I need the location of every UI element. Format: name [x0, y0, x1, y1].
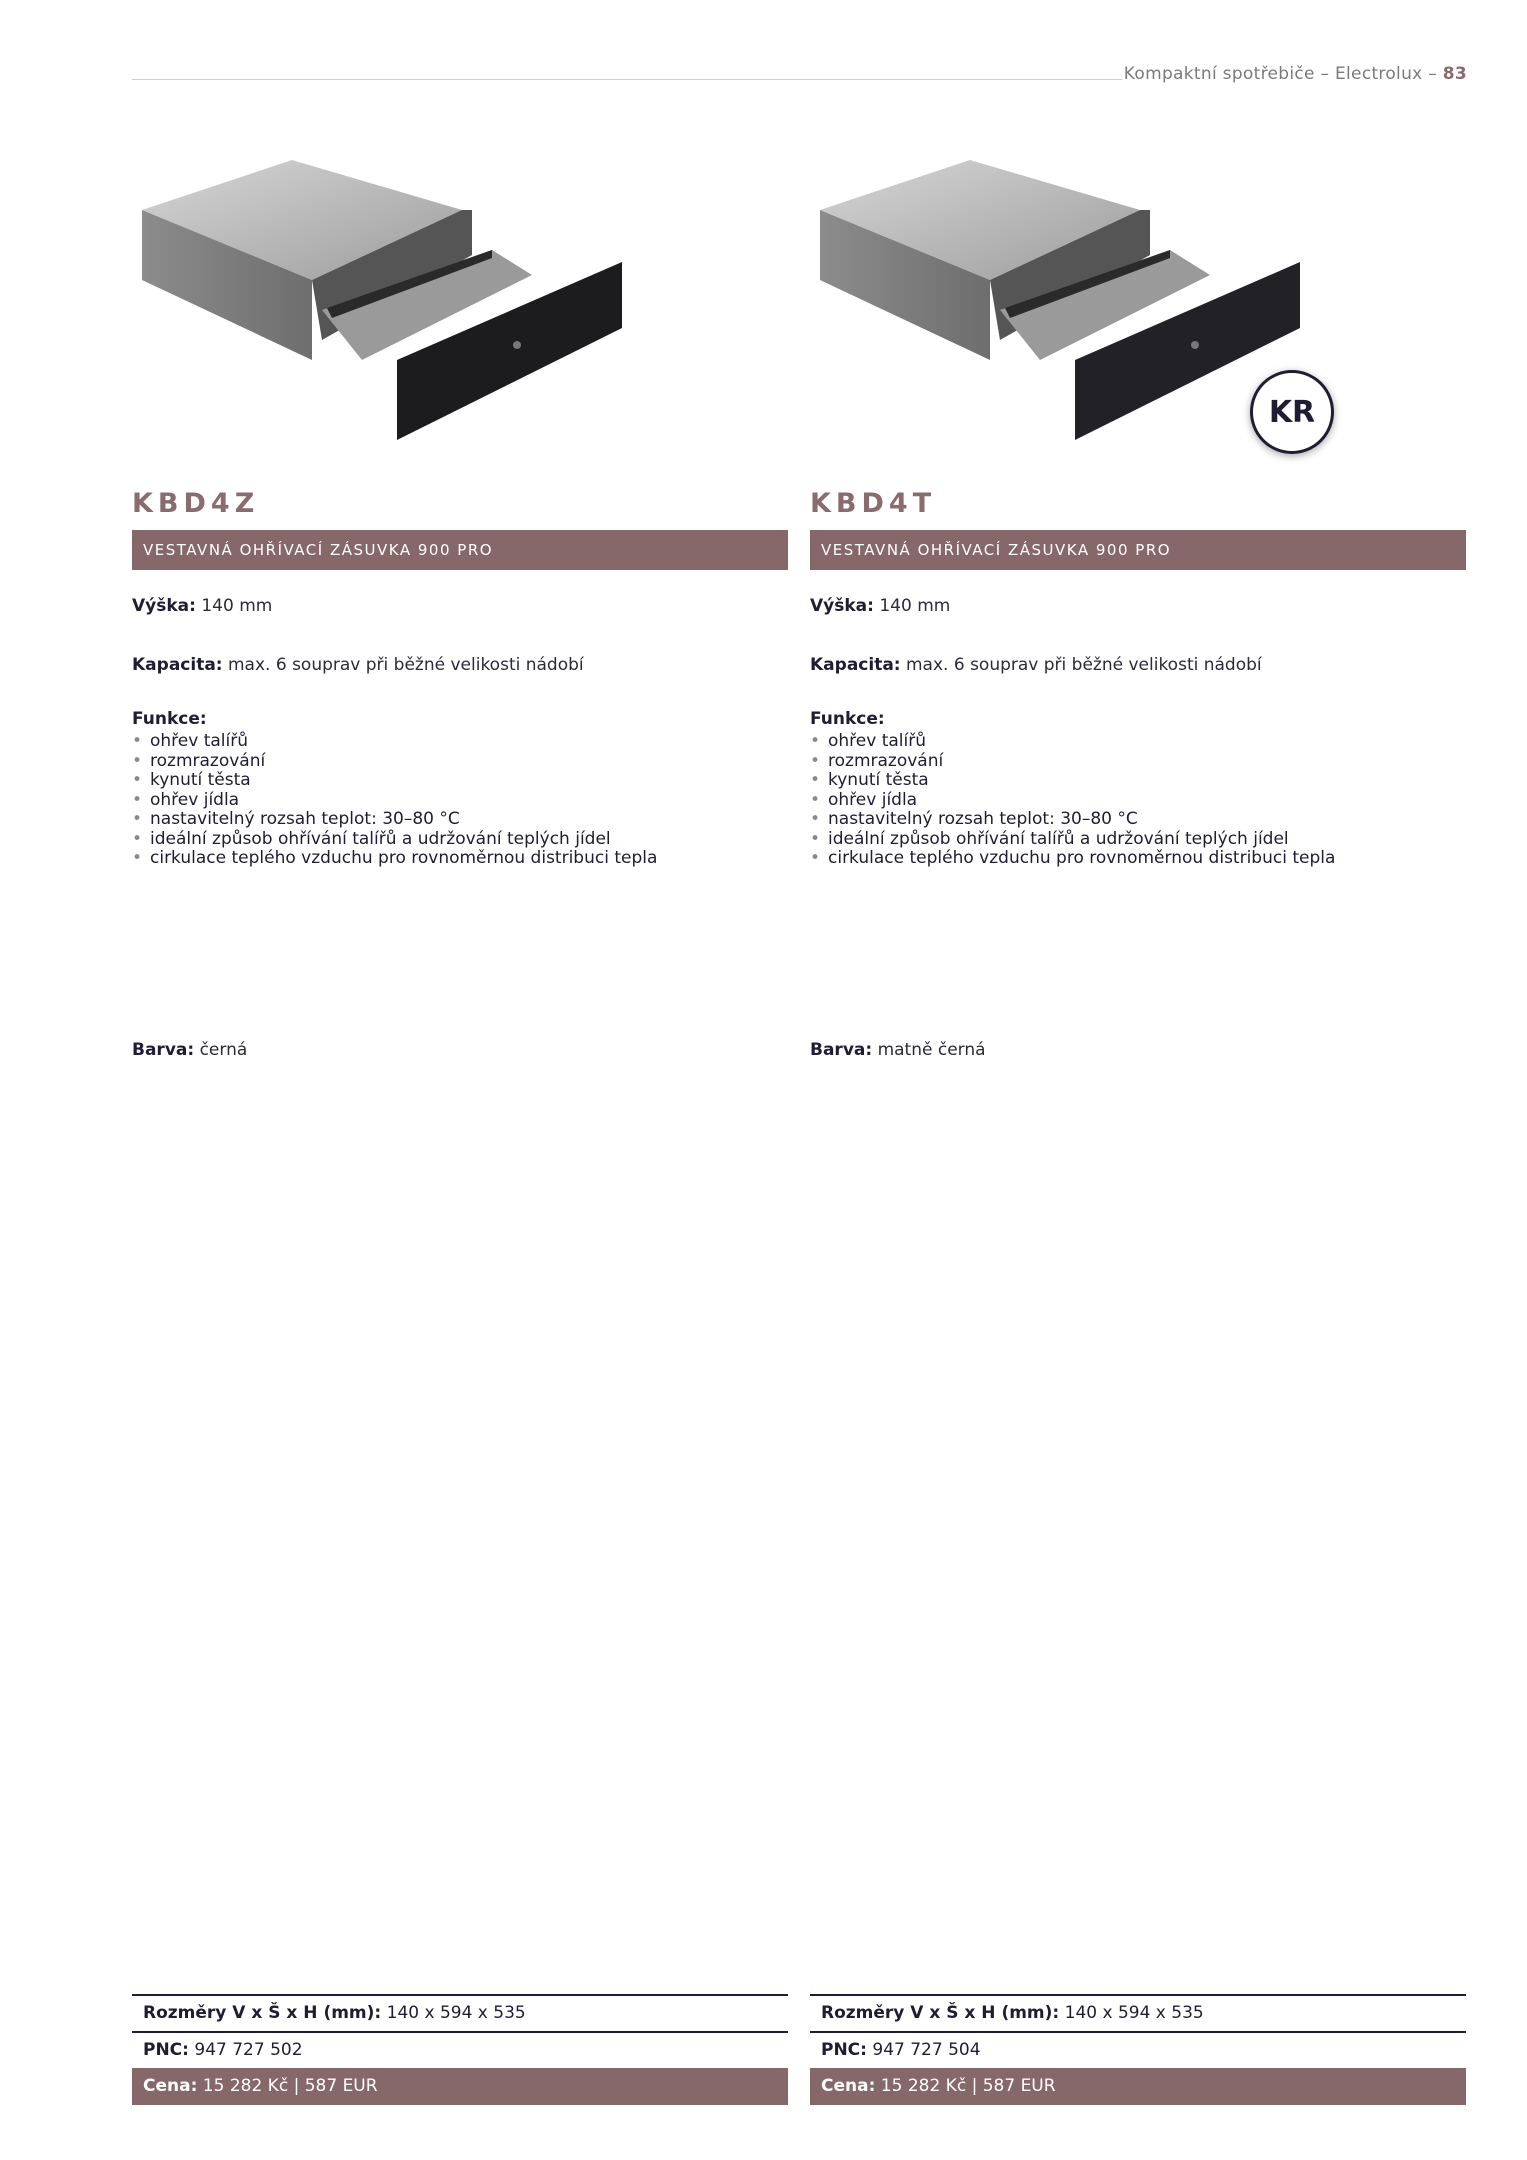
functions-list	[810, 732, 1335, 869]
price-row	[132, 2068, 788, 2105]
dimensions-value: 140 x 594 x 535	[386, 2003, 526, 2023]
product-category-bar: VESTAVNÁ OHŘÍVACÍ ZÁSUVKA 900 PRO	[132, 530, 788, 570]
price-label: Cena:	[143, 2076, 198, 2096]
list-item: • ohřev jídla	[132, 791, 657, 811]
functions-label: Funkce:	[132, 709, 207, 729]
pnc-row	[810, 2031, 1466, 2068]
height-value: 140 mm	[879, 596, 951, 616]
page-header	[1124, 64, 1467, 84]
product-image	[132, 150, 652, 460]
color-value: matně černá	[877, 1040, 986, 1060]
list-item: • ohřev talířů	[810, 732, 1335, 752]
list-item: • cirkulace teplého vzduchu pro rovnoměrnou distribuci tepla	[810, 849, 1335, 869]
dimensions-label: Rozměry V x Š x H (mm):	[821, 2003, 1060, 2023]
price-value: 15 282 Kč | 587 EUR	[880, 2076, 1056, 2096]
color-value: černá	[199, 1040, 248, 1060]
price-value: 15 282 Kč | 587 EUR	[202, 2076, 378, 2096]
product-model: KBD4T	[810, 488, 937, 519]
price-label: Cena:	[821, 2076, 876, 2096]
pnc-label: PNC:	[821, 2040, 867, 2060]
capacity-value: max. 6 souprav při běžné velikosti nádobí	[228, 655, 584, 675]
list-item: • ohřev talířů	[132, 732, 657, 752]
height-label: Výška:	[132, 596, 196, 616]
height-spec	[810, 596, 950, 616]
header-title: Kompaktní spotřebiče – Electrolux –	[1123, 64, 1438, 84]
dimensions-label: Rozměry V x Š x H (mm):	[143, 2003, 382, 2023]
kr-badge: KR	[1250, 370, 1334, 454]
pnc-row	[132, 2031, 788, 2068]
product-card-kbd4z	[132, 150, 788, 2110]
dimensions-row	[810, 1994, 1466, 2031]
color-label: Barva:	[810, 1040, 873, 1060]
header-divider	[132, 79, 1122, 80]
capacity-spec	[810, 655, 1262, 675]
capacity-label: Kapacita:	[810, 655, 901, 675]
list-item: • kynutí těsta	[810, 771, 1335, 791]
pnc-value: 947 727 502	[194, 2040, 303, 2060]
capacity-value: max. 6 souprav při běžné velikosti nádobí	[906, 655, 1262, 675]
list-item: • ideální způsob ohřívání talířů a udržování teplých jídel	[810, 830, 1335, 850]
list-item: • rozmrazování	[132, 752, 657, 772]
product-model: KBD4Z	[132, 488, 260, 519]
list-item: • nastavitelný rozsah teplot: 30–80 °C	[132, 810, 657, 830]
pnc-label: PNC:	[143, 2040, 189, 2060]
product-category-bar: VESTAVNÁ OHŘÍVACÍ ZÁSUVKA 900 PRO	[810, 530, 1466, 570]
functions-label: Funkce:	[810, 709, 885, 729]
height-value: 140 mm	[201, 596, 273, 616]
list-item: • cirkulace teplého vzduchu pro rovnoměrnou distribuci tepla	[132, 849, 657, 869]
color-label: Barva:	[132, 1040, 195, 1060]
pnc-value: 947 727 504	[872, 2040, 981, 2060]
list-item: • kynutí těsta	[132, 771, 657, 791]
list-item: • nastavitelný rozsah teplot: 30–80 °C	[810, 810, 1335, 830]
capacity-label: Kapacita:	[132, 655, 223, 675]
height-spec	[132, 596, 272, 616]
dimensions-value: 140 x 594 x 535	[1064, 2003, 1204, 2023]
color-spec	[132, 1040, 247, 1060]
capacity-spec	[132, 655, 584, 675]
list-item: • ohřev jídla	[810, 791, 1335, 811]
price-row	[810, 2068, 1466, 2105]
list-item: • ideální způsob ohřívání talířů a udržování teplých jídel	[132, 830, 657, 850]
dimensions-row	[132, 1994, 788, 2031]
height-label: Výška:	[810, 596, 874, 616]
color-spec	[810, 1040, 986, 1060]
product-card-kbd4t	[810, 150, 1466, 2110]
list-item: • rozmrazování	[810, 752, 1335, 772]
page-number: 83	[1442, 64, 1467, 84]
functions-list	[132, 732, 657, 869]
